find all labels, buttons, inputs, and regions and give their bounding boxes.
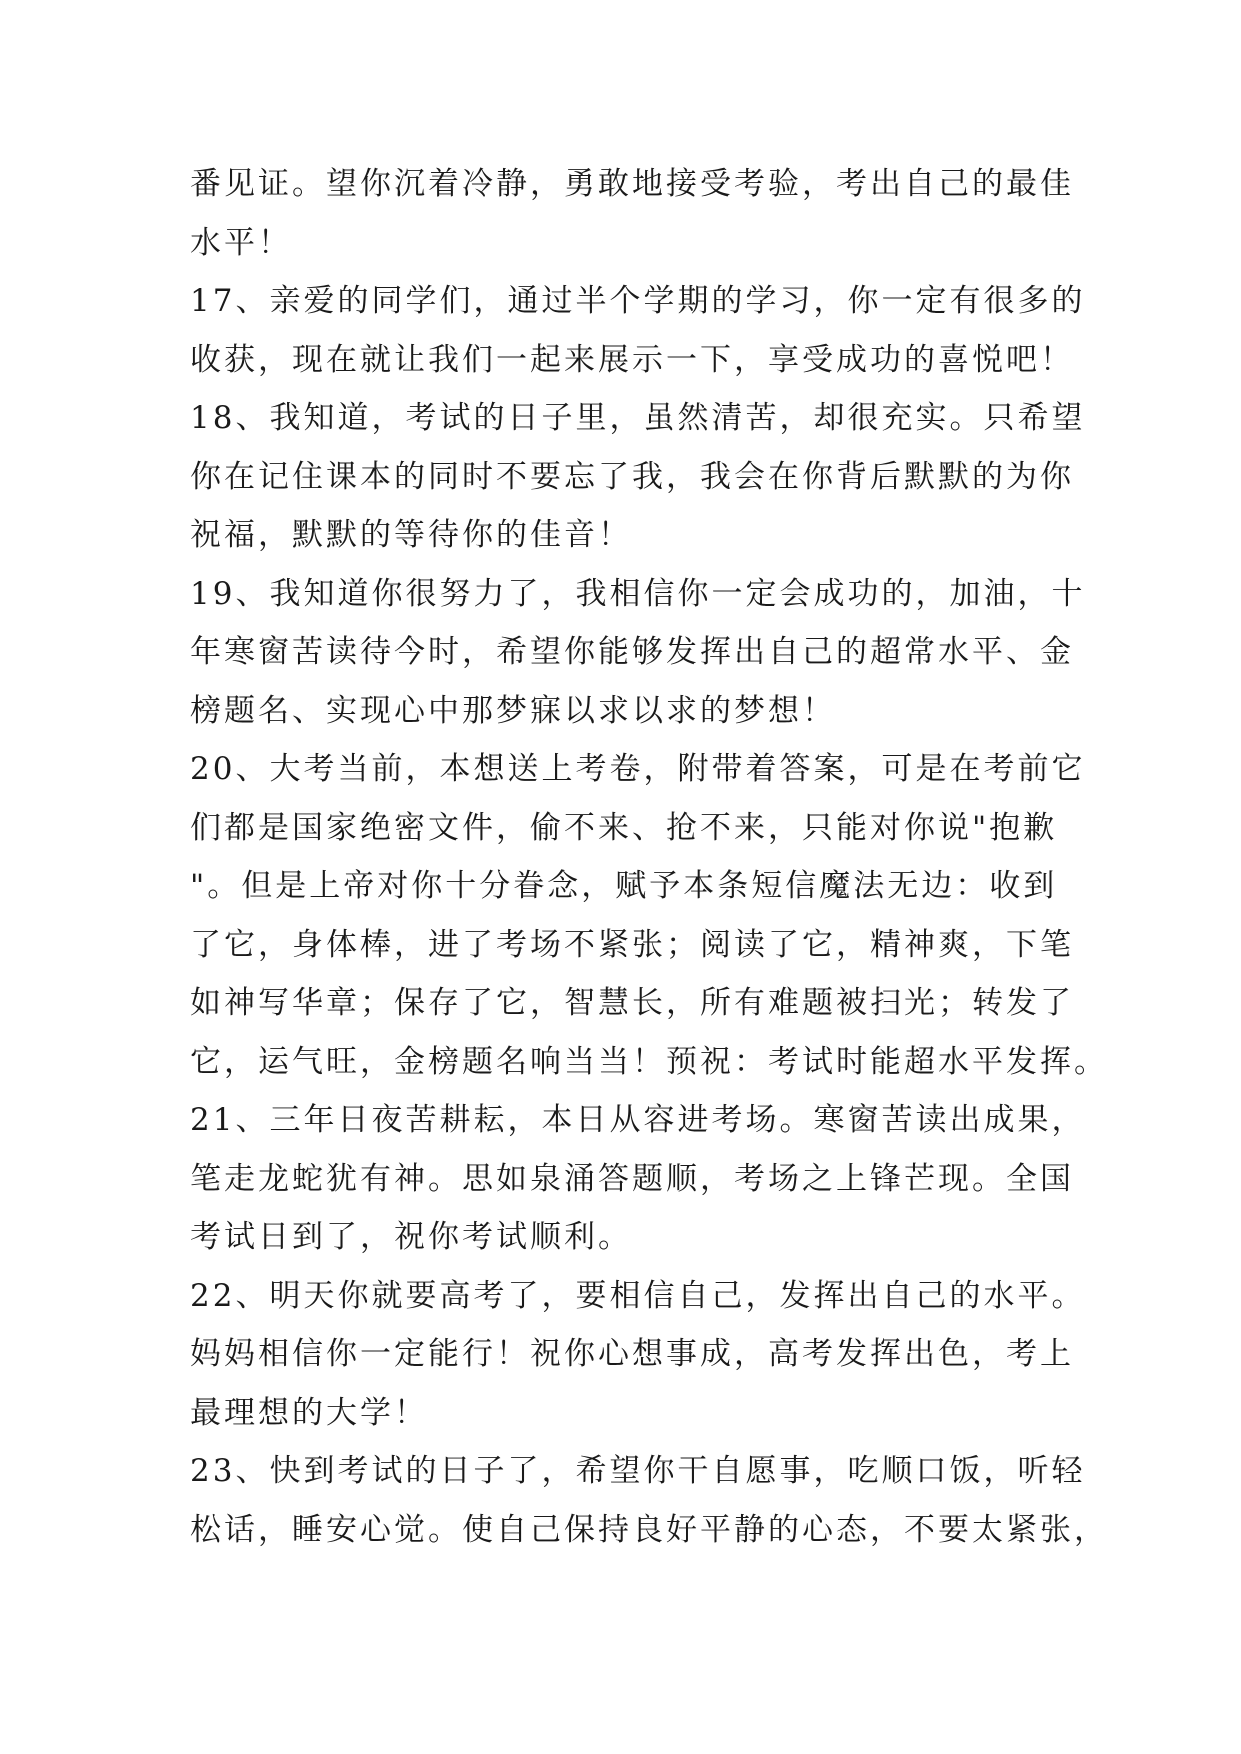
- text-line: 19、我知道你很努力了，我相信你一定会成功的，加油，十: [190, 575, 1086, 612]
- text-line: 你在记住课本的同时不要忘了我，我会在你背后默默的为你: [190, 458, 1074, 495]
- text-line: 21、三年日夜苦耕耘，本日从容进考场。寒窗苦读出成果，: [190, 1102, 1086, 1138]
- text-line: 23、快到考试的日子了，希望你干自愿事，吃顺口饭，听轻: [190, 1453, 1086, 1489]
- text-line: 番见证。望你沉着冷静，勇敢地接受考验，考出自己的最佳: [190, 166, 1074, 202]
- text-line: 年寒窗苦读待今时，希望你能够发挥出自己的超常水平、金: [190, 634, 1074, 670]
- text-line: 22、明天你就要高考了，要相信自己，发挥出自己的水平。: [190, 1277, 1086, 1314]
- text-line: 它，运气旺，金榜题名响当当！预祝：考试时能超水平发挥。: [190, 1043, 1108, 1080]
- text-line: 考试日到了，祝你考试顺利。: [190, 1219, 632, 1255]
- text-line: 17、亲爱的同学们，通过半个学期的学习，你一定有很多的: [190, 283, 1086, 319]
- text-line: 妈妈相信你一定能行！祝你心想事成，高考发挥出色，考上: [190, 1336, 1074, 1372]
- text-line: 18、我知道，考试的日子里，虽然清苦，却很充实。只希望: [190, 400, 1086, 436]
- text-line: 水平！: [190, 224, 292, 261]
- text-line: 笔走龙蛇犹有神。思如泉涌答题顺，考场之上锋芒现。全国: [190, 1160, 1074, 1197]
- text-line: 们都是国家绝密文件，偷不来、抢不来，只能对你说"抱歉: [190, 809, 1058, 846]
- text-line: "。但是上帝对你十分眷念，赋予本条短信魔法无边：收到: [190, 868, 1058, 904]
- text-line: 20、大考当前，本想送上考卷，附带着答案，可是在考前它: [190, 751, 1086, 787]
- text-line: 最理想的大学！: [190, 1394, 428, 1431]
- text-line: 祝福，默默的等待你的佳音！: [190, 517, 632, 553]
- text-line: 松话，睡安心觉。使自己保持良好平静的心态，不要太紧张，: [190, 1511, 1108, 1548]
- document-body: [190, 155, 1108, 1559]
- text-line: 榜题名、实现心中那梦寐以求以求的梦想！: [190, 692, 836, 729]
- text-line: 如神写华章；保存了它，智慧长，所有难题被扫光；转发了: [190, 985, 1074, 1021]
- text-line: 了它，身体棒，进了考场不紧张；阅读了它，精神爽，下笔: [190, 926, 1074, 963]
- text-line: 收获，现在就让我们一起来展示一下，享受成功的喜悦吧！: [190, 341, 1074, 378]
